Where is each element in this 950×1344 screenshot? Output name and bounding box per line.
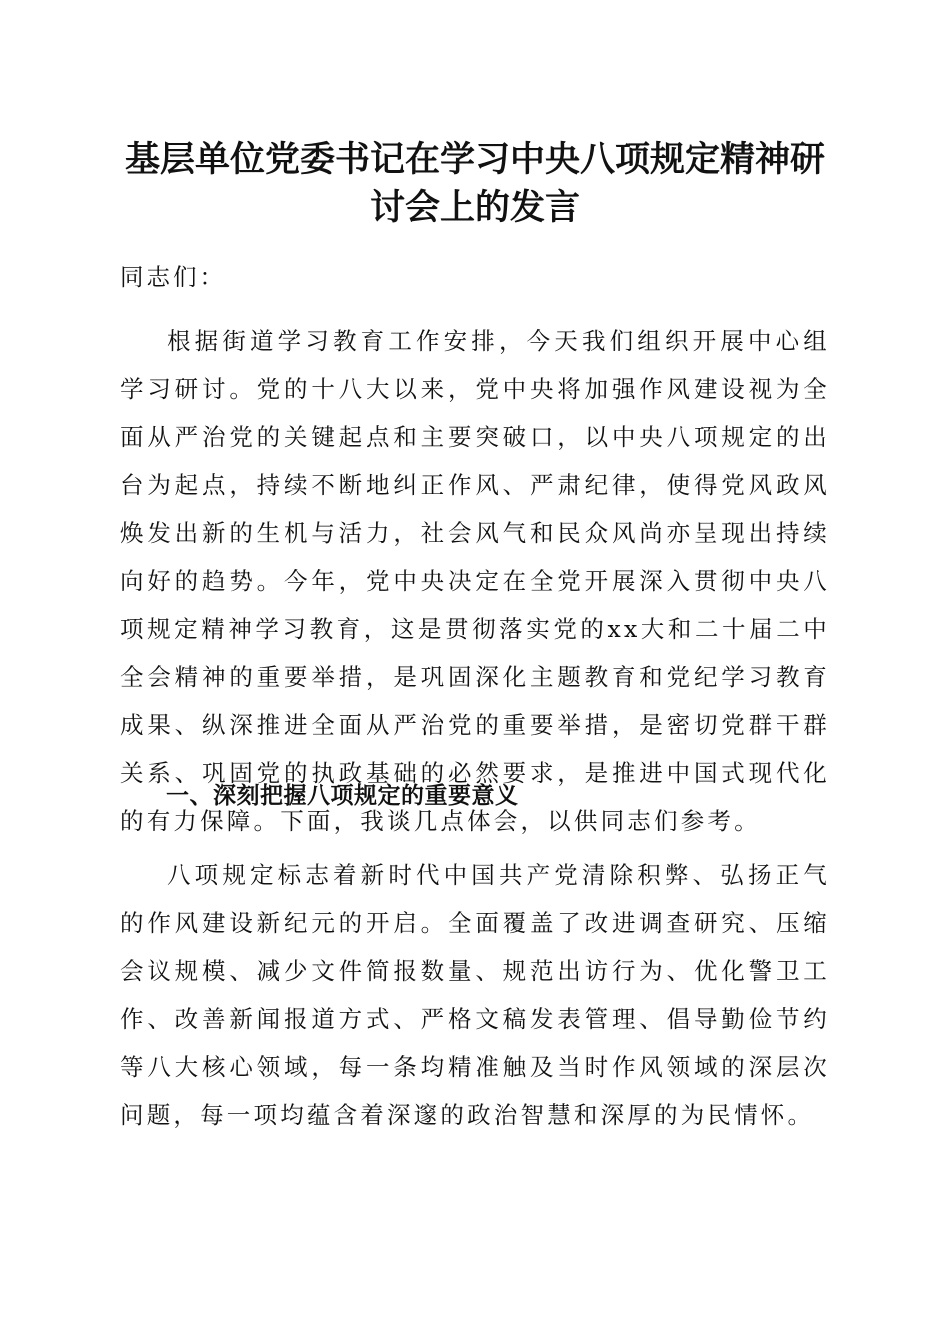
- paragraph-section-one: 八项规定标志着新时代中国共产党清除积弊、弘扬正气的作风建设新纪元的开启。全面覆盖了改进调查研究、压缩会议规模、减少文件简报数量、规范出访行为、优化警卫工作、改善新闻报道方式、严格文稿发表管理、倡导勤俭节约等八大核心领域，每一条均精准触及当时作风领域的深层次问题，每一项均蕴含着深邃的政治智慧和深厚的为民情怀。: [120, 861, 830, 1129]
- paragraph-intro: 根据街道学习教育工作安排，今天我们组织开展中心组学习研讨。党的十八大以来，党中央将加强作风建设视为全面从严治党的关键起点和主要突破口，以中央八项规定的出台为起点，持续不断地纠正作风、严肃纪律，使得党风政风焕发出新的生机与活力，社会风气和民众风尚亦呈现出持续向好的趋势。今年，党中央决定在全党开展深入贯彻中央八项规定精神学习教育，这是贯彻落实党的xx大和二十届二中全会精神的重要举措，是巩固深化主题教育和党纪学习教育成果、纵深推进全面从严治党的重要举措，是密切党群干群关系、巩固党的执政基础的必然要求，是推进中国式现代化的有力保障。下面，我谈几点体会，以供同志们参考。: [120, 327, 830, 835]
- document-title-line2: 讨会上的发言: [369, 187, 580, 228]
- document-title-line1: 基层单位党委书记在学习中央八项规定精神研: [124, 139, 825, 180]
- salutation: 同志们：: [120, 263, 226, 291]
- section-heading: 一、深刻把握八项规定的重要意义: [166, 783, 519, 809]
